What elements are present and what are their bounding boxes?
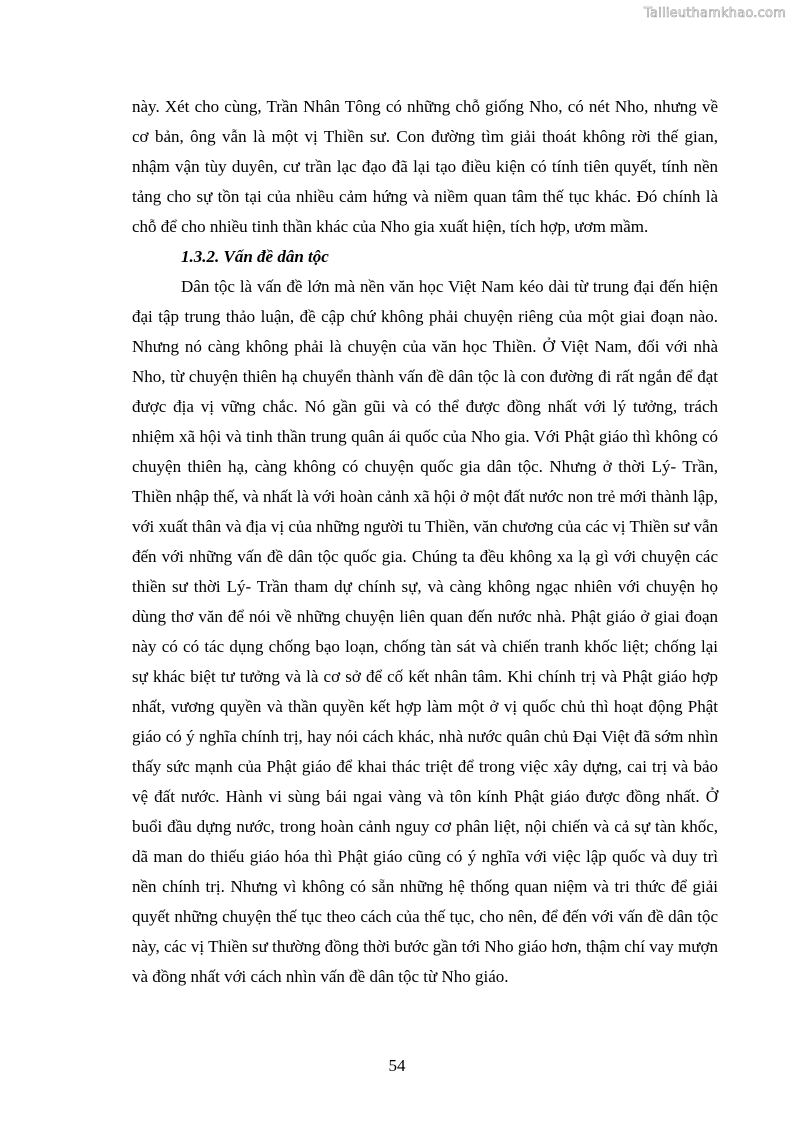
paragraph-body: Dân tộc là vấn đề lớn mà nền văn học Việt Nam kéo dài từ trung đại đến hiện đại tập trung thảo luận, đề cập chứ không phải chuyện riêng của một giai đoạn nào. Nhưng nó càng không phải là chuyện của văn học Thiền. Ở Việt Nam, đối với nhà Nho, từ chuyện thiên hạ chuyển thành vấn đề dân tộc là con đường đi rất ngắn để đạt được địa vị vững chắc. Nó gần gũi và có thể được đồng nhất với lý tưởng, trách nhiệm xã hội và tinh thần trung quân ái quốc của Nho gia. Với Phật giáo thì không có chuyện thiên hạ, càng không có chuyện quốc gia dân tộc. Nhưng ở thời Lý- Trần, Thiền nhập thế, và nhất là với hoàn cảnh xã hội ở một đất nước non trẻ mới thành lập, với xuất thân và địa vị của những người tu Thiền, văn chương của các vị Thiền sư vẫn đến với những vấn đề dân tộc quốc gia. Chúng ta đều không xa lạ gì với chuyện các thiền sư thời Lý- Trần tham dự chính sự, và càng không ngạc nhiên với chuyện họ dùng thơ văn để nói về những chuyện liên quan đến nước nhà. Phật giáo ở giai đoạn này có có tác dụng chống bạo loạn, chống tàn sát và chiến tranh khốc liệt; chống lại sự khác biệt tư tưởng và là cơ sở để cố kết nhân tâm. Khi chính trị và Phật giáo hợp nhất, vương quyền và thần quyền kết hợp làm một ở vị quốc chủ thì hoạt động Phật giáo có ý nghĩa chính trị, hay nói cách khác, nhà nước quân chủ Đại Việt đã sớm nhìn thấy sức mạnh của Phật giáo để khai thác triệt để trong việc xây dựng, cai trị và bảo vệ đất nước. Hành vi sùng bái ngai vàng và tôn kính Phật giáo được đồng nhất. Ở buổi đầu dựng nước, trong hoàn cảnh nguy cơ phân liệt, nội chiến và cả sự tàn khốc, dã man do thiếu giáo hóa thì Phật giáo cũng có ý nghĩa với việc lập quốc và duy trì nền chính trị. Nhưng vì không có sẵn những hệ thống quan niệm và tri thức để giải quyết những chuyện thế tục theo cách của thế tục, cho nên, để đến với vấn đề dân tộc này, các vị Thiền sư thường đồng thời bước gần tới Nho giáo hơn, thậm chí vay mượn và đồng nhất với cách nhìn vấn đề dân tộc từ Nho giáo. [132,277,718,986]
page-number: 54 [388,1056,406,1075]
section-heading: 1.3.2. Vấn đề dân tộc [181,247,329,266]
page-content [132,92,718,992]
paragraph-continuation: này. Xét cho cùng, Trần Nhân Tông có những chỗ giống Nho, có nét Nho, nhưng về cơ bản, ông vẫn là một vị Thiền sư. Con đường tìm giải thoát không rời thế gian, nhậm vận tùy duyên, cư trần lạc đạo đã lại tạo điều kiện có tính tiên quyết, tính nền tảng cho sự tồn tại của nhiều cảm hứng và niềm quan tâm thế tục khác. Đó chính là chỗ để cho nhiều tinh thần khác của Nho gia xuất hiện, tích hợp, ươm mầm. [132,97,718,236]
watermark: Tailieuthamkhao.com [644,6,786,21]
